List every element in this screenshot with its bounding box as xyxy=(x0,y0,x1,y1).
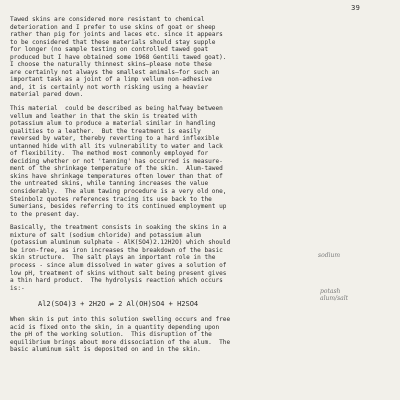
paragraph-swelling: When skin is put into this solution swelling occurs and free acid is fixed onto the skin, in a quantity depending upon the pH of the working solution. This disruption of the equilibrium brings about more dissociation of the alum. The basic aluminum salt is deposited on and in the skin. xyxy=(10,316,231,354)
margin-note-handwritten: sodium xyxy=(318,252,341,259)
page-number: 39 xyxy=(351,4,360,12)
margin-note-handwritten: potash alum/salt xyxy=(320,288,349,302)
hydrolysis-equation: Al2(SO4)3 + 2H2O ⇌ 2 Al(OH)SO4 + H2SO4 xyxy=(38,300,199,309)
paragraph-material-description: This material could be described as being halfway between vellum and leather in that the skin is treated with potassium alum to produce a material similar in handling qualities to a leather. But the treatment is easily reversed by water, thereby reverting to a hard inflexible untanned hide with all its vulnerability to water and lack of flexibility. The method most commonly employed for deciding whether or not 'tanning' has occurred is measure- ment of the shrinkage temperature of the skin. Alum-tawed skins have shrinkage temperatures often lower than that of the untreated skins, while tanning increases the value considerably. The alum tawing procedure is a very old one, Steinbolz quotes references tracing its use back to the Sumerians, besides referring to its continued employment up to the present day. xyxy=(10,105,227,218)
paragraph-tawed-skins: Tawed skins are considered more resistant to chemical deterioration and I prefer to use skins of goat or sheep rather than pig for joints and laces etc. since it appears to be considered that these materials should stay supple for longer (no sample testing on controlled tawed goat produced but I have obtained some 1968 Gentili tawed goat). I choose the naturally thinnest skins—please note these are certainly not always the smallest animals—for such an important task as a joint of a limp vellum non-adhesive and, it is certainly not worth risking using a heavier material pared down. xyxy=(10,16,227,99)
paragraph-treatment: Basically, the treatment consists in soaking the skins in a mixture of salt (sodium chloride) and potassium alum (potassium aluminum sulphate - AlK(SO4)2.12H2O) which should be iron-free, as iron increases the breakdown of the basic skin structure. The salt plays an important role in the process - since alum dissolved in water gives a solution of low pH, treatment of skins without salt being present gives a thin hard product. The hydrolysis reaction which occurs is:- xyxy=(10,224,231,292)
